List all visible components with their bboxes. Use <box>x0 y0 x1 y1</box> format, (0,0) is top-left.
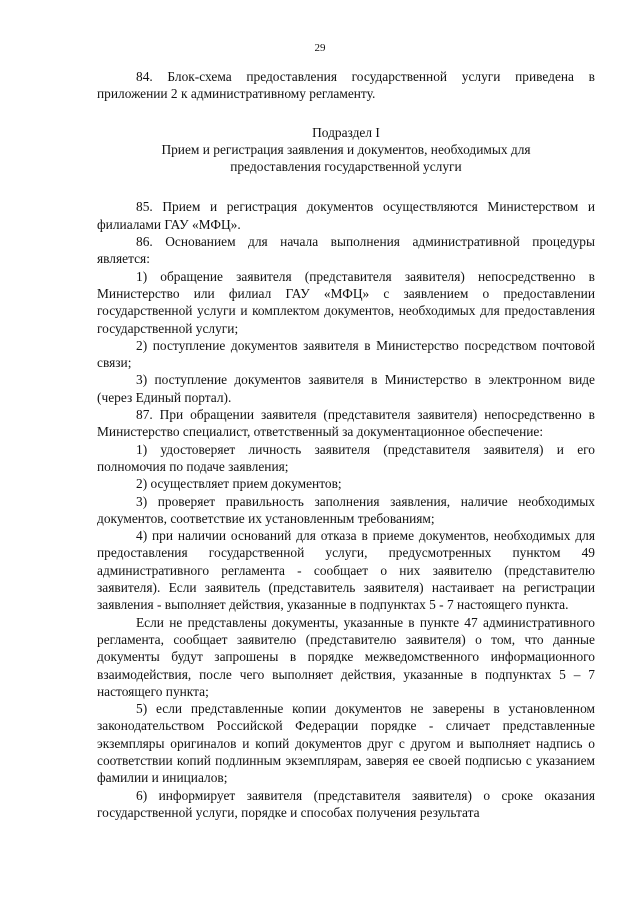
paragraph-87-item: 5) если представленные копии документов не заверены в установленном законодательством Российской Федерации порядке - сличает представленные экземпляры оригиналов и копий документов друг с другом и выполняет надпись о соответствии копий подлинным экземплярам, заверяя ее своей подписью с указанием фамилии и инициалов; <box>97 701 595 786</box>
paragraph-86: 86. Основанием для начала выполнения административной процедуры является: <box>97 234 595 267</box>
page-number: 29 <box>314 42 326 54</box>
subsection-title-line-2: предоставления государственной услуги <box>230 159 462 175</box>
paragraph-87-item: 1) удостоверяет личность заявителя (представителя заявителя) и его полномочия по подаче заявления; <box>97 441 595 474</box>
subsection-heading <box>97 124 595 176</box>
paragraph-87-item: 4) при наличии оснований для отказа в приеме документов, необходимых для предоставления государственной услуги, предусмотренных пунктом 49 административного регламента - сообщает о них заявителю (представителю заявителя). Если заявитель (представитель заявителя) настаивает на регистрации заявления - выполняет действия, указанные в подпунктах 5 - 7 настоящего пункта. <box>97 528 595 613</box>
subsection-title-line-1: Прием и регистрация заявления и документов, необходимых для <box>161 141 531 157</box>
paragraph-87-item: 2) осуществляет прием документов; <box>136 476 342 492</box>
paragraph-87-item: 6) информирует заявителя (представителя заявителя) о сроке оказания государственной услуги, порядке и способах получения результата <box>97 787 595 820</box>
paragraph-86-item: 1) обращение заявителя (представителя заявителя) непосредственно в Министерство или филиал ГАУ «МФЦ» с заявлением о предоставлении государственной услуги и комплектом документов, необходимых для предоставления государственной услуги; <box>97 268 595 336</box>
paragraph-87: 87. При обращении заявителя (представителя заявителя) непосредственно в Министерство специалист, ответственный за документационное обеспечение: <box>97 407 595 440</box>
paragraph-87-item: 3) проверяет правильность заполнения заявления, наличие необходимых документов, соответствие их установленным требованиям; <box>97 493 595 526</box>
paragraph-86-item: 2) поступление документов заявителя в Министерство посредством почтовой связи; <box>97 337 595 371</box>
page-body <box>97 68 595 821</box>
subsection-label: Подраздел I <box>312 124 380 140</box>
paragraph-86-item: 3) поступление документов заявителя в Министерство в электронном виде (через Единый портал). <box>97 372 595 405</box>
paragraph-87-item: Если не представлены документы, указанные в пункте 47 административного регламента, сообщает заявителю (представителю заявителя) о том, что данные документы будут запрошены в порядке межведомственного информационного взаимодействия, после чего выполняет действия, указанные в подпунктах 5 – 7 настоящего пункта; <box>97 614 595 699</box>
paragraph-84: 84. Блок-схема предоставления государственной услуги приведена в приложении 2 к административному регламенту. <box>97 69 595 102</box>
paragraph-85: 85. Прием и регистрация документов осуществляются Министерством и филиалами ГАУ «МФЦ». <box>97 199 595 232</box>
